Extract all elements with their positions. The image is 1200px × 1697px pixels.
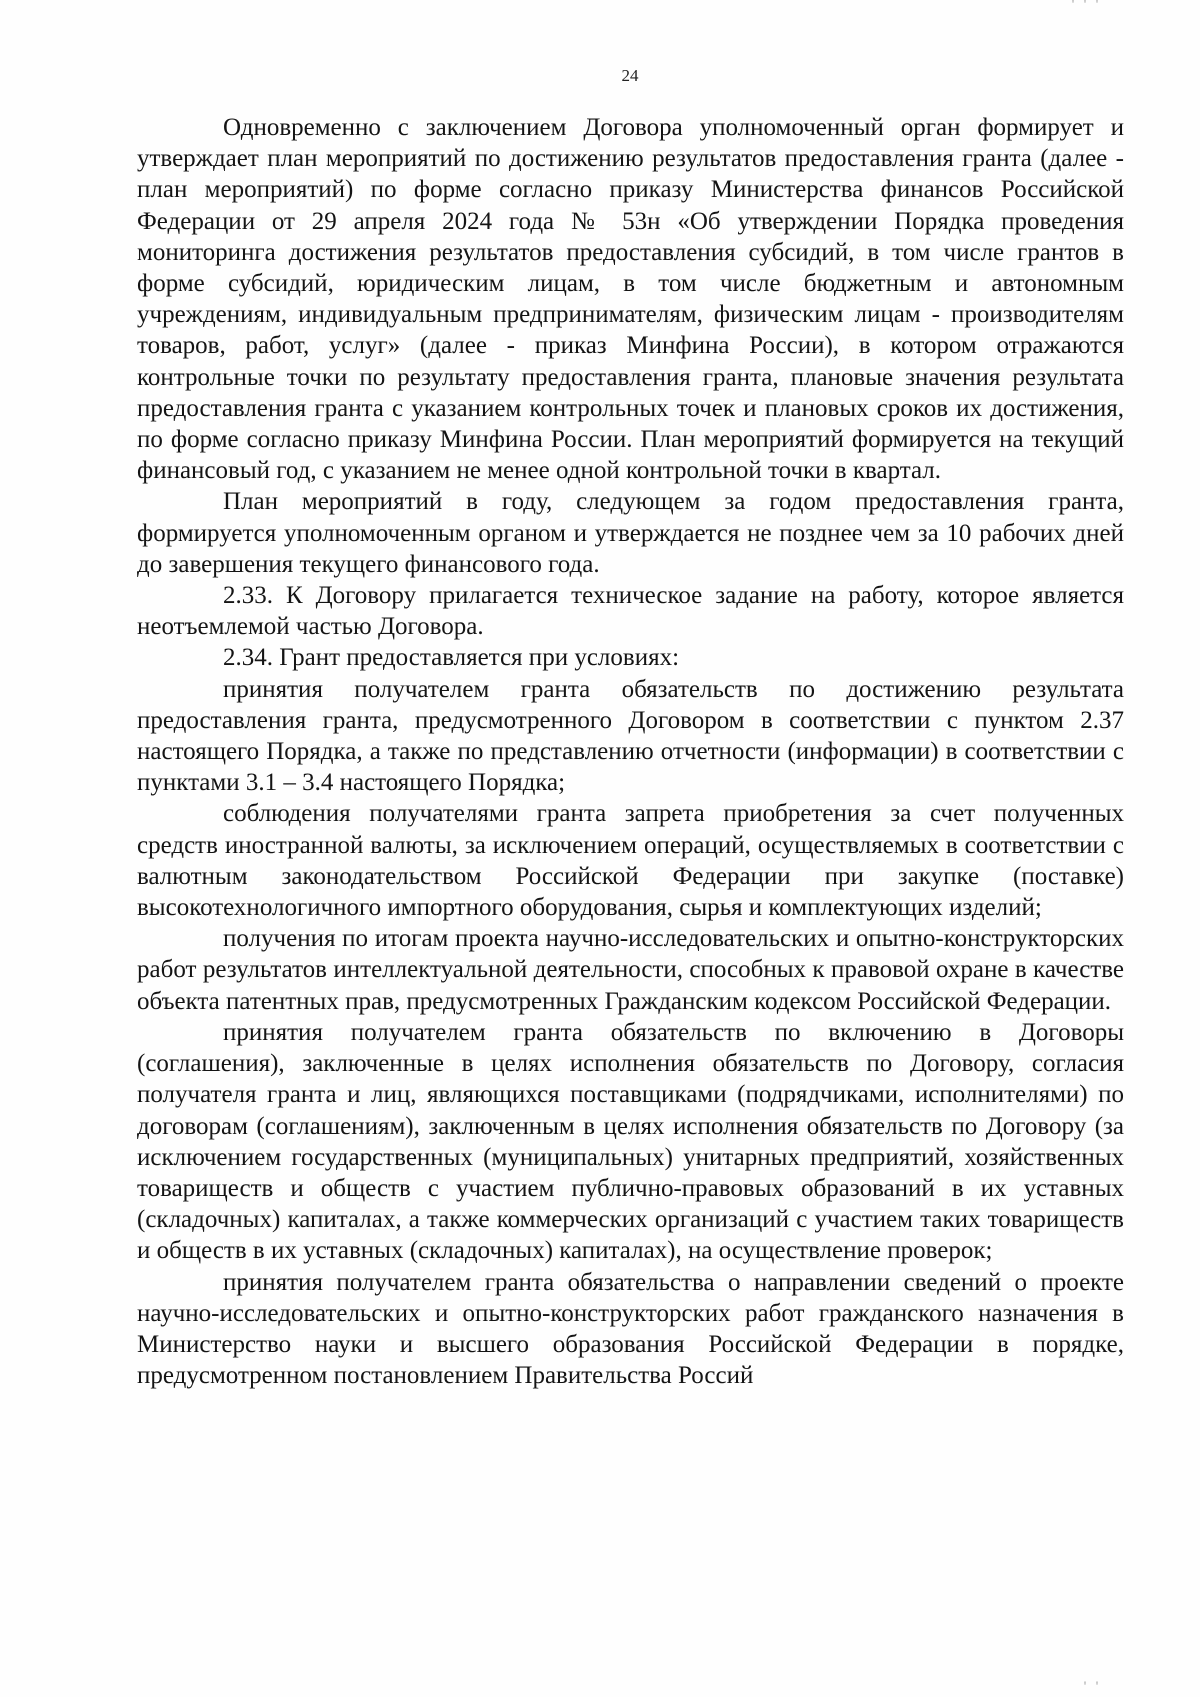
scan-edge-mark: ' ' xyxy=(1081,1682,1100,1693)
paragraph: принятия получателем гранта обязательств по достижению результата предоставления гранта, предусмотренного Договором в соответствии с пунктом 2.37 настоящего Порядка, а также по представлению отчетности (информации) в соответствии с пунктами 3.1 – 3.4 настоящего Порядка; xyxy=(137,675,1124,797)
page-number: 24 xyxy=(621,66,639,85)
paragraph: соблюдения получателями гранта запрета приобретения за счет полученных средств иностранной валюты, за исключением операций, осуществляемых в соответствии с валютным законодательством Российской Федерации при закупке (поставке) высокотехнологичного импортного оборудования, сырья и комплектующих изделий; xyxy=(137,800,1124,922)
scan-edge-mark: ' ' ' xyxy=(1069,0,1100,11)
paragraph: Одновременно с заключением Договора уполномоченный орган формирует и утверждает план мероприятий по достижению результатов предоставления гранта (далее - план мероприятий) по форме согласно приказу Министерства финансов Российской Федерации от 29 апреля 2024 года № 53н «Об утверждении Порядка проведения мониторинга достижения результатов предоставления субсидий, в том числе грантов в форме субсидий, юридическим лицам, в том числе бюджетным и автономным учреждениям, индивидуальным предпринимателям, физическим лицам - производителям товаров, работ, услуг» (далее - приказ Минфина России), в котором отражаются контрольные точки по результату предоставления гранта, плановые значения результата предоставления гранта с указанием контрольных точек и плановых сроков их достижения, по форме согласно приказу Минфина России. План мероприятий формируется на текущий финансовый год, с указанием не менее одной контрольной точки в квартал. xyxy=(137,114,1124,485)
paragraph: План мероприятий в году, следующем за годом предоставления гранта, формируется уполномоченным органом и утверждается не позднее чем за 10 рабочих дней до завершения текущего финансового года. xyxy=(137,488,1124,578)
paragraph: принятия получателем гранта обязательства о направлении сведений о проекте научно-исследовательских и опытно-конструкторских работ гражданского назначения в Министерство науки и высшего образования Российской Федерации в порядке, предусмотренном постановлением Правительства Россий xyxy=(137,1268,1124,1390)
paragraph: получения по итогам проекта научно-исследовательских и опытно-конструкторских работ результатов интеллектуальной деятельности, способных к правовой охране в качестве объекта патентных прав, предусмотренных Гражданским кодексом Российской Федерации. xyxy=(137,925,1124,1015)
paragraph: 2.33. К Договору прилагается техническое задание на работу, которое является неотъемлемой частью Договора. xyxy=(137,582,1124,641)
paragraph: 2.34. Грант предоставляется при условиях: xyxy=(223,644,680,672)
document-body xyxy=(137,112,1124,1391)
paragraph: принятия получателем гранта обязательств по включению в Договоры (соглашения), заключенные в целях исполнения обязательств по Договору, согласия получателя гранта и лиц, являющихся поставщиками (подрядчиками, исполнителями) по договорам (соглашениям), заключенным в целях исполнения обязательств по Договору (за исключением государственных (муниципальных) унитарных предприятий, хозяйственных товариществ и обществ с участием публично-правовых образований в их уставных (складочных) капиталах, а также коммерческих организаций с участием таких товариществ и обществ в их уставных (складочных) капиталах), на осуществление проверок; xyxy=(137,1018,1124,1265)
